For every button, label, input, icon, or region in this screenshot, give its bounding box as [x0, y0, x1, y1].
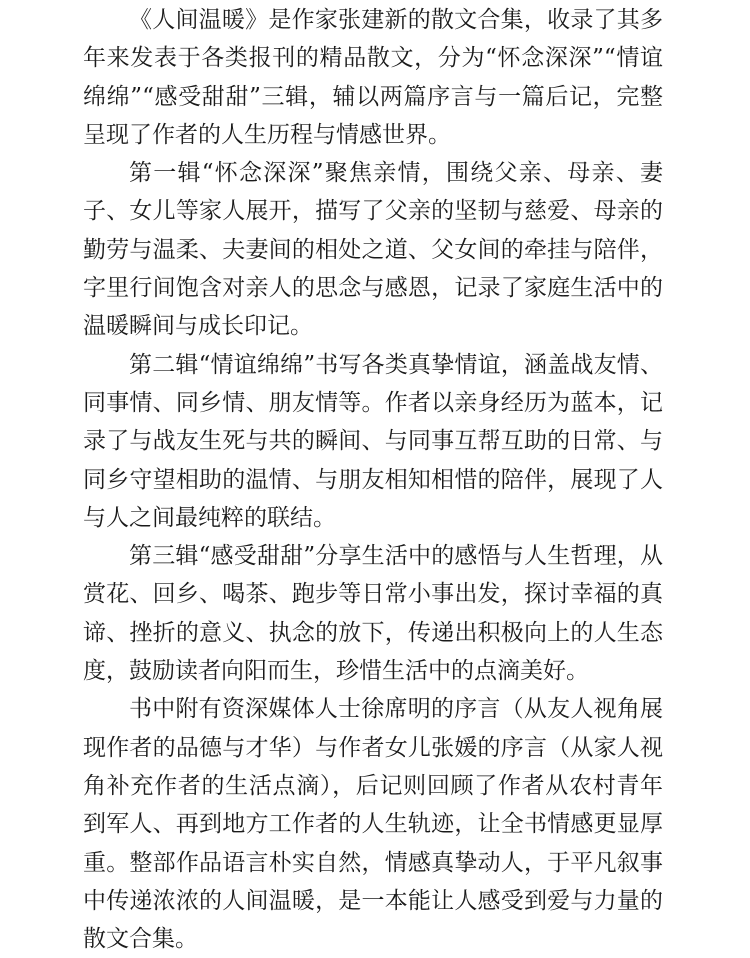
paragraph-section-three: 第三辑“感受甜甜”分享生活中的感悟与人生哲理，从赏花、回乡、喝茶、跑步等日常小事出发，探讨幸福的真谛、挫折的意义、执念的放下，传递出积极向上的人生态度，鼓励读者向阳而生，珍惜生活中的点滴美好。 [83, 543, 663, 685]
paragraph-section-two: 第二辑“情谊绵绵”书写各类真挚情谊，涵盖战友情、同事情、同乡情、朋友情等。作者以亲身经历为蓝本，记录了与战友生死与共的瞬间、与同事互帮互助的日常、与同乡守望相助的温情、与朋友相知相惜的陪伴，展现了人与人之间最纯粹的联结。 [83, 351, 663, 531]
paragraph-intro: 《人间温暖》是作家张建新的散文合集，收录了其多年来发表于各类报刊的精品散文，分为“怀念深深”“情谊绵绵”“感受甜甜”三辑，辅以两篇序言与一篇后记，完整呈现了作者的人生历程与情感世界。 [83, 7, 663, 148]
paragraph-section-one: 第一辑“怀念深深”聚焦亲情，围绕父亲、母亲、妻子、女儿等家人展开，描写了父亲的坚韧与慈爱、母亲的勤劳与温柔、夫妻间的相处之道、父女间的牵挂与陪伴，字里行间饱含对亲人的思念与感恩，记录了家庭生活中的温暖瞬间与成长印记。 [83, 160, 663, 340]
article-body [83, 0, 663, 958]
paragraph-prefaces-afterword: 书中附有资深媒体人士徐席明的序言（从友人视角展现作者的品德与才华）与作者女儿张媛的序言（从家人视角补充作者的生活点滴），后记则回顾了作者从农村青年到军人、再到地方工作者的人生轨迹，让全书情感更显厚重。整部作品语言朴实自然，情感真挚动人，于平凡叙事中传递浓浓的人间温暖，是一本能让人感受到爱与力量的散文合集。 [83, 696, 663, 953]
